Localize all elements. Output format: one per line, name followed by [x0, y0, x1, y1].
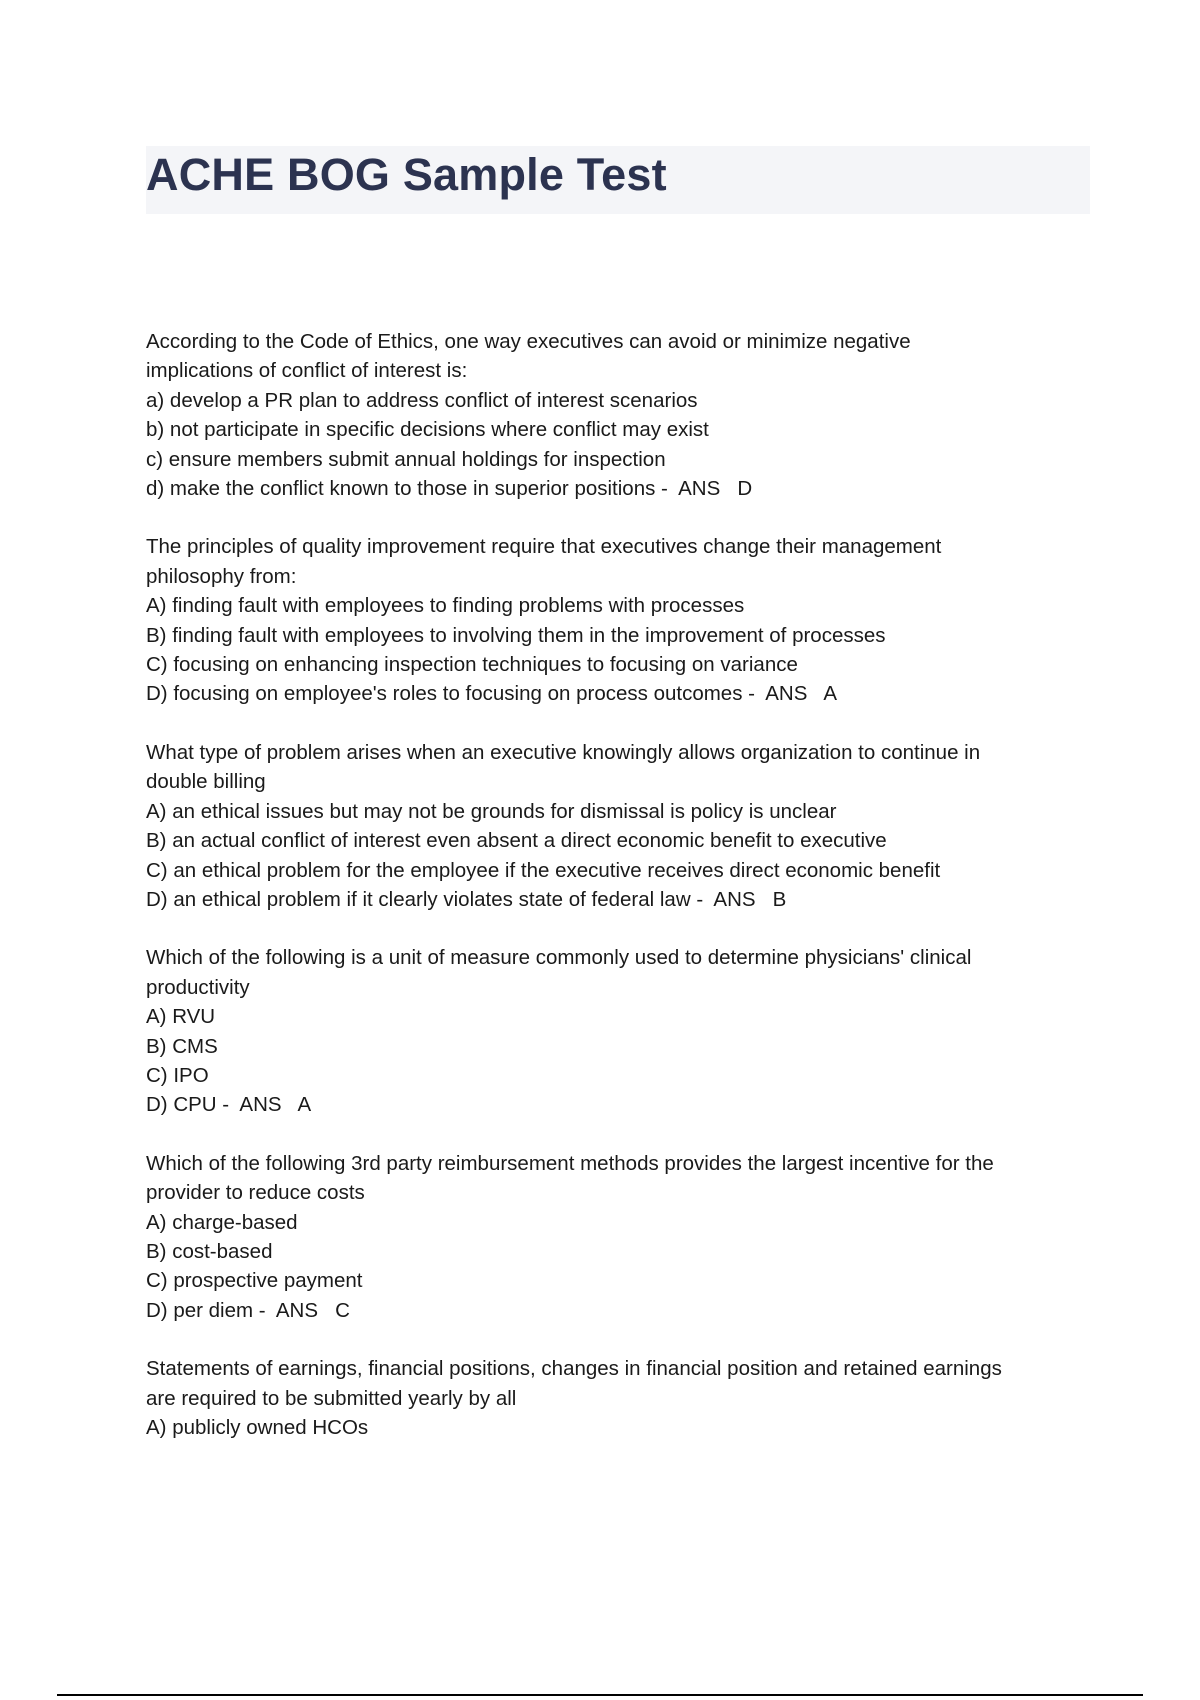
question-stem-line: What type of problem arises when an executive knowingly allows organization to continue in: [146, 740, 981, 764]
question-list: [146, 327, 1096, 1471]
answer-option: B) finding fault with employees to involving them in the improvement of processes: [146, 623, 886, 647]
page-bottom-divider: [57, 1694, 1143, 1696]
question-block: [146, 327, 1096, 503]
question-stem-line: Which of the following is a unit of measure commonly used to determine physicians' clinical: [146, 946, 972, 970]
answer-option: B) cost-based: [146, 1239, 273, 1263]
question-block: [146, 532, 1096, 708]
question-stem-line: philosophy from:: [146, 564, 297, 588]
question-stem-line: Which of the following 3rd party reimbursement methods provides the largest incentive for the: [146, 1151, 994, 1175]
answer-option: C) IPO: [146, 1063, 209, 1087]
question-block: [146, 1354, 1096, 1442]
answer-option-with-key: D) an ethical problem if it clearly violates state of federal law - ANS B: [146, 887, 787, 911]
question-block: [146, 1149, 1096, 1325]
answer-option: A) an ethical issues but may not be grounds for dismissal is policy is unclear: [146, 799, 837, 823]
answer-option: b) not participate in specific decisions where conflict may exist: [146, 418, 709, 442]
answer-option-with-key: D) per diem - ANS C: [146, 1298, 350, 1322]
answer-option-with-key: D) CPU - ANS A: [146, 1093, 312, 1117]
question-stem-line: productivity: [146, 975, 250, 999]
answer-option: A) finding fault with employees to finding problems with processes: [146, 594, 745, 618]
question-stem-line: implications of conflict of interest is:: [146, 359, 468, 383]
question-block: [146, 943, 1096, 1119]
question-stem-line: The principles of quality improvement require that executives change their management: [146, 535, 942, 559]
answer-option: B) CMS: [146, 1034, 218, 1058]
document-title: ACHE BOG Sample Test: [146, 149, 667, 200]
answer-option-with-key: D) focusing on employee's roles to focusing on process outcomes - ANS A: [146, 682, 838, 706]
answer-option: A) publicly owned HCOs: [146, 1416, 369, 1439]
answer-option: C) prospective payment: [146, 1269, 363, 1293]
question-stem-line: According to the Code of Ethics, one way executives can avoid or minimize negative: [146, 330, 911, 353]
question-block: [146, 738, 1096, 914]
answer-option: C) an ethical problem for the employee if the executive receives direct economic benefit: [146, 858, 941, 882]
answer-option-with-key: d) make the conflict known to those in superior positions - ANS D: [146, 477, 753, 501]
question-stem-line: provider to reduce costs: [146, 1181, 365, 1205]
question-stem-line: Statements of earnings, financial positions, changes in financial position and retained earnings: [146, 1357, 1002, 1381]
question-stem-line: are required to be submitted yearly by all: [146, 1386, 517, 1410]
question-stem-line: double billing: [146, 770, 266, 794]
answer-option: a) develop a PR plan to address conflict of interest scenarios: [146, 388, 698, 412]
answer-option: c) ensure members submit annual holdings for inspection: [146, 447, 666, 471]
answer-option: B) an actual conflict of interest even absent a direct economic benefit to executive: [146, 829, 887, 853]
answer-option: A) RVU: [146, 1005, 216, 1029]
answer-option: C) focusing on enhancing inspection techniques to focusing on variance: [146, 653, 798, 677]
answer-option: A) charge-based: [146, 1210, 298, 1234]
